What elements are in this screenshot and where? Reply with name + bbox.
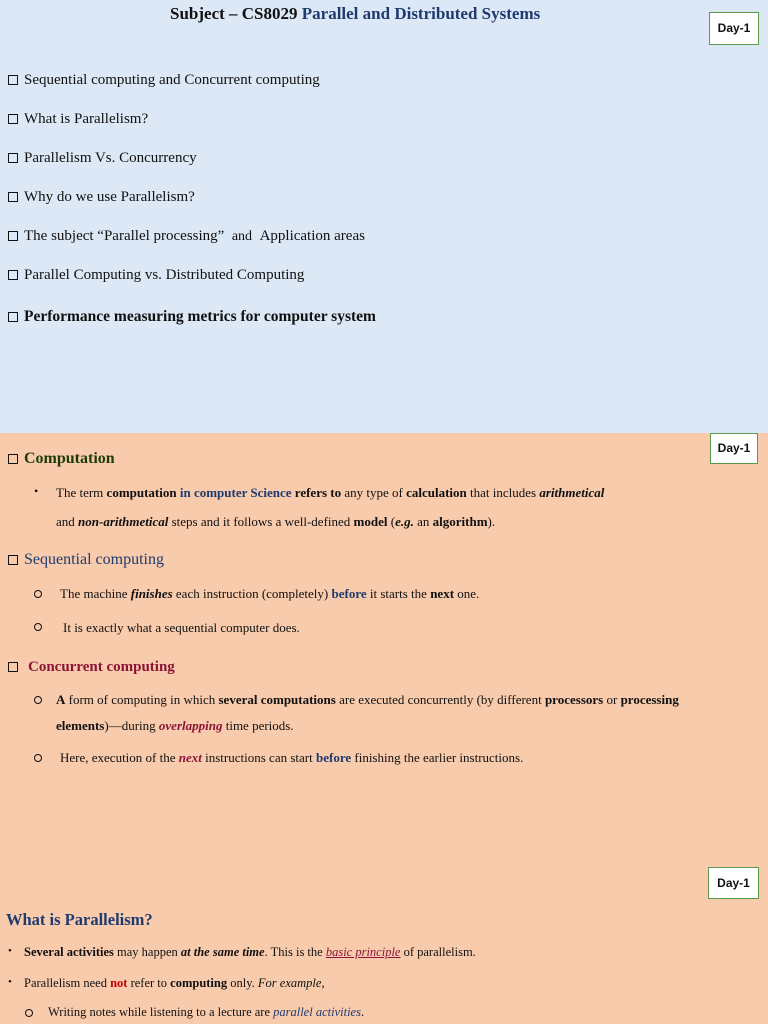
text: not: [110, 976, 128, 990]
slide-2: [0, 433, 768, 866]
heading-text: Computation: [24, 450, 115, 467]
text: several computations: [218, 692, 336, 707]
checkbox-bullet-icon: [8, 114, 18, 124]
concurrent-line-1: [56, 692, 679, 708]
text: are executed concurrently (by different: [335, 692, 545, 707]
heading-text: Concurrent computing: [28, 659, 175, 675]
text: one.: [454, 586, 480, 601]
checkbox-bullet-icon: [8, 270, 18, 280]
agenda-item: [8, 111, 148, 128]
text: overlapping: [158, 718, 223, 733]
slide-title: [170, 4, 540, 24]
bullet-icon: •: [34, 484, 39, 498]
agenda-item-and: and: [231, 229, 253, 244]
agenda-item-text: Performance measuring metrics for computer system: [24, 308, 376, 325]
concurrent-heading: [8, 659, 175, 676]
parallelism-heading: What is Parallelism?: [6, 910, 153, 929]
text: arithmetical: [539, 485, 605, 500]
circle-bullet-icon: [34, 623, 42, 631]
text: or: [603, 692, 621, 707]
text: form of computing in which: [65, 692, 219, 707]
text: time periods.: [222, 718, 294, 733]
text: .: [360, 1005, 365, 1019]
text: steps and it follows a well-defined: [168, 514, 354, 529]
text: algorithm: [432, 514, 488, 529]
text: The term: [56, 485, 107, 500]
title-prefix: Subject – CS8029: [170, 4, 302, 23]
text: Writing notes while listening to a lecture are: [48, 1005, 274, 1019]
agenda-item-text: Parallelism Vs. Concurrency: [24, 150, 197, 166]
text: Parallelism need: [24, 976, 111, 990]
agenda-item-text: Parallel Computing vs. Distributed Computing: [24, 267, 305, 283]
text: it starts the: [366, 586, 431, 601]
text: It is exactly what a sequential computer does.: [63, 620, 300, 635]
parallelism-line-2: [24, 976, 325, 991]
agenda-item-text: What is Parallelism?: [24, 111, 149, 127]
text: at the same time: [180, 945, 265, 959]
sequential-heading: [8, 551, 164, 569]
text: model: [353, 514, 388, 529]
bullet-icon: •: [8, 976, 12, 988]
text: refer to: [127, 976, 171, 990]
text: A: [56, 692, 66, 707]
agenda-item-tail: Application areas: [259, 228, 365, 244]
agenda-item: [8, 72, 320, 89]
agenda-item: [8, 150, 197, 167]
text: refers to: [294, 485, 342, 500]
text: (: [387, 514, 396, 529]
heading-text: Sequential computing: [24, 551, 164, 568]
checkbox-bullet-icon: [8, 555, 18, 565]
circle-bullet-icon: [25, 1009, 33, 1017]
parallelism-line-1: [24, 945, 476, 960]
text: each instruction (completely): [172, 586, 332, 601]
text: non-arithmetical: [78, 514, 169, 529]
agenda-item-text: Why do we use Parallelism?: [24, 189, 195, 205]
text: any type of: [341, 485, 407, 500]
day-badge: Day-1: [710, 433, 758, 464]
text: For example: [257, 976, 322, 990]
text: ,: [321, 976, 325, 990]
text: processing: [620, 692, 679, 707]
course-name: Parallel and Distributed Systems: [301, 4, 541, 23]
text: Several activities: [24, 945, 114, 959]
text: and: [56, 514, 79, 529]
text: basic principle: [325, 945, 401, 959]
text: e.g.: [395, 514, 414, 529]
circle-bullet-icon: [34, 754, 42, 762]
text: next: [430, 586, 455, 601]
text: instructions can start: [201, 750, 316, 765]
checkbox-bullet-icon: [8, 312, 18, 322]
agenda-item-text: Sequential computing and Concurrent computing: [24, 72, 320, 88]
text: calculation: [406, 485, 467, 500]
text: elements: [56, 718, 105, 733]
agenda-item: [8, 189, 195, 206]
day-badge: Day-1: [708, 867, 759, 899]
text: processors: [544, 692, 604, 707]
circle-bullet-icon: [34, 590, 42, 598]
text: before: [331, 586, 367, 601]
parallelism-line-3: [48, 1005, 364, 1020]
text: computing: [170, 976, 228, 990]
text: Here, execution of the: [60, 750, 179, 765]
text: in computer Science: [176, 485, 295, 500]
text: only.: [227, 976, 258, 990]
checkbox-bullet-icon: [8, 231, 18, 241]
concurrent-line-1b: [56, 718, 294, 734]
slide-3: [0, 866, 768, 1024]
computation-line-2: [56, 514, 495, 530]
text: an: [413, 514, 433, 529]
text: finishing the earlier instructions.: [351, 750, 524, 765]
agenda-item: [8, 308, 376, 326]
text: ).: [487, 514, 496, 529]
sequential-line-1: [60, 586, 479, 602]
text: finishes: [130, 586, 173, 601]
day-badge: Day-1: [709, 12, 759, 45]
text: computation: [106, 485, 177, 500]
text: of parallelism.: [400, 945, 476, 959]
text: The machine: [60, 586, 131, 601]
agenda-item: [8, 228, 365, 245]
text: may happen: [113, 945, 181, 959]
checkbox-bullet-icon: [8, 662, 18, 672]
text: . This is the: [264, 945, 326, 959]
text: that includes: [466, 485, 540, 500]
slide-1: [0, 0, 768, 433]
text: )—during: [104, 718, 159, 733]
computation-line-1: [56, 485, 604, 501]
checkbox-bullet-icon: [8, 192, 18, 202]
text: before: [315, 750, 352, 765]
bullet-icon: •: [8, 945, 12, 957]
agenda-item: [8, 267, 304, 284]
circle-bullet-icon: [34, 696, 42, 704]
checkbox-bullet-icon: [8, 153, 18, 163]
checkbox-bullet-icon: [8, 75, 18, 85]
concurrent-line-2: [60, 750, 523, 766]
checkbox-bullet-icon: [8, 454, 18, 464]
sequential-line-2: [63, 620, 300, 636]
computation-heading: [8, 450, 115, 468]
agenda-item-text: The subject “Parallel processing”: [24, 228, 225, 244]
text: parallel activities: [273, 1005, 361, 1019]
text: next: [178, 750, 202, 765]
